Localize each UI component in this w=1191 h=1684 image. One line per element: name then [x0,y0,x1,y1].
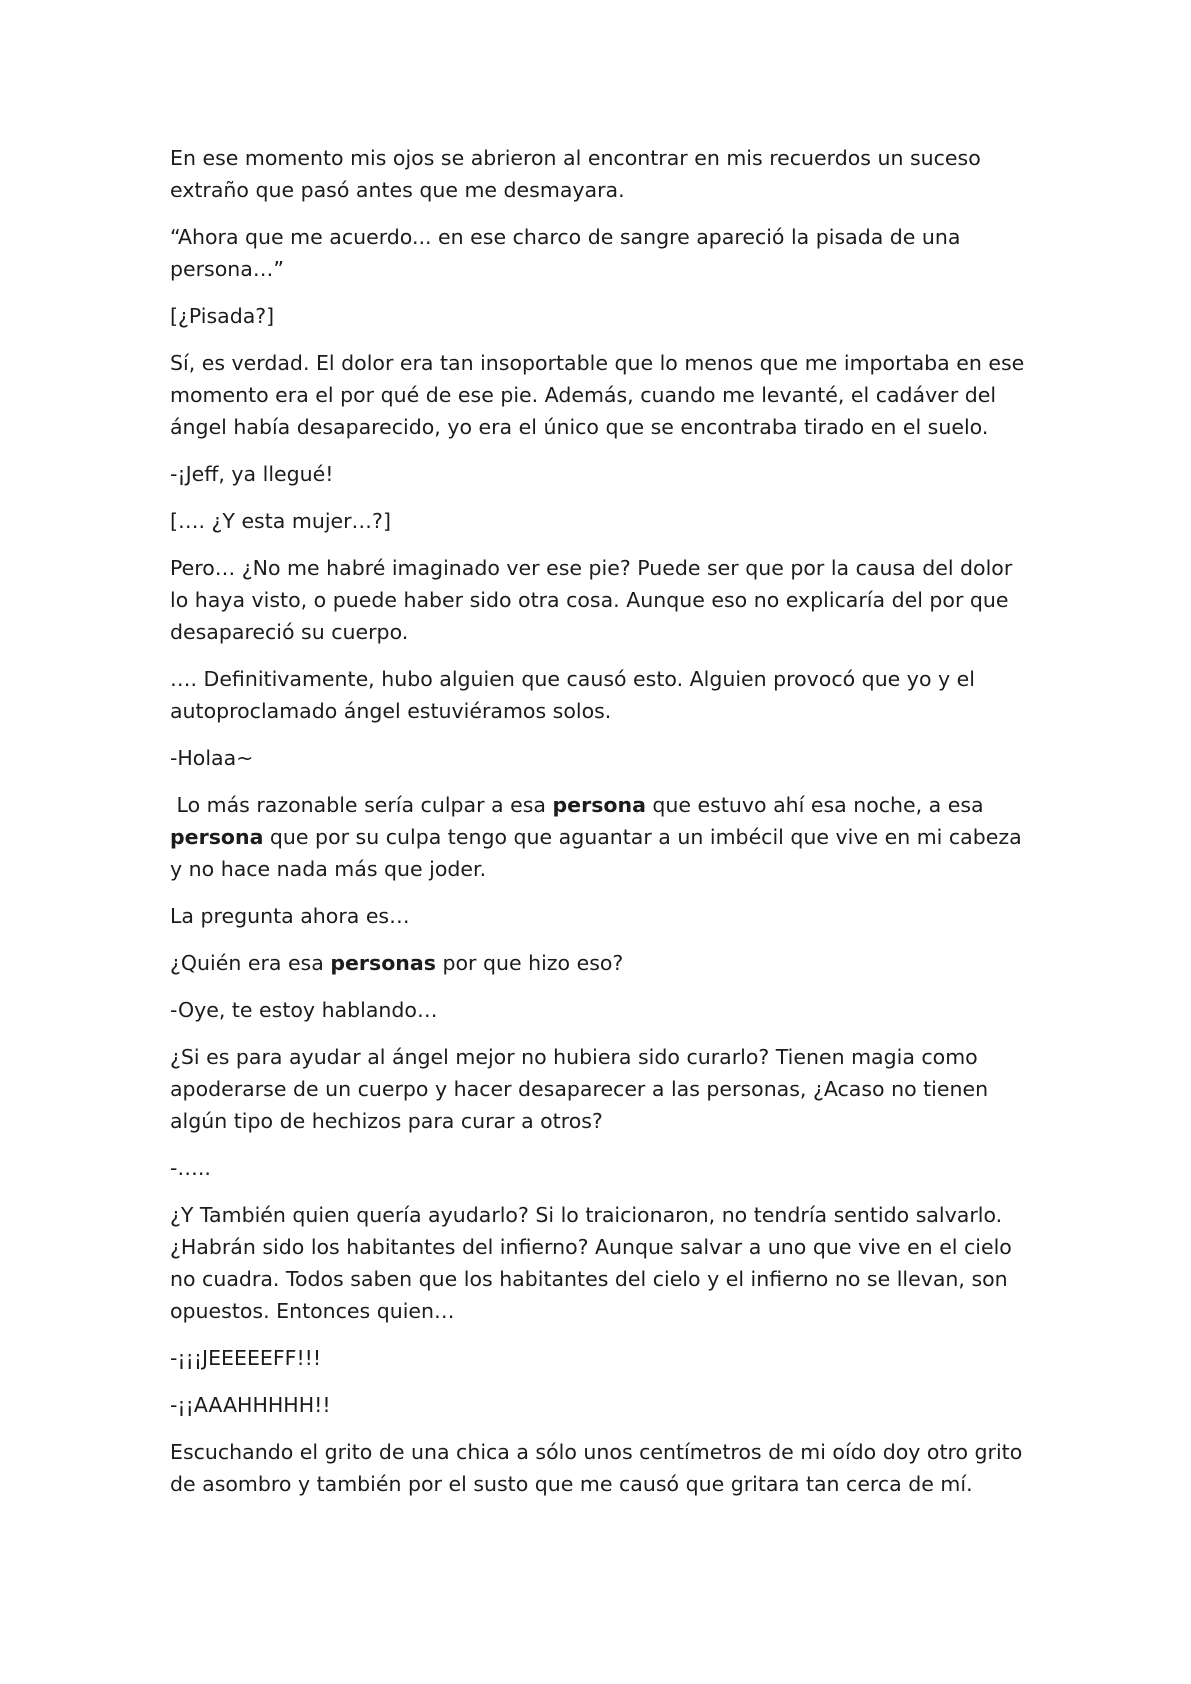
text-run: por que hizo eso? [435,951,624,975]
paragraph: Sí, es verdad. El dolor era tan insoportable que lo menos que me importaba en ese momento era el por qué de ese pie. Además, cuando me levanté, el cadáver del ángel había desaparecido, yo era el único que se encontraba tirado en el suelo. [170,351,1031,439]
paragraph: […. ¿Y esta mujer…?] [170,509,391,533]
text-run: que por su culpa tengo que aguantar a un imbécil que vive en mi cabeza y no hace nada más que joder. [170,825,1029,881]
paragraph: Escuchando el grito de una chica a sólo unos centímetros de mi oído doy otro grito de asombro y también por el susto que me causó que gritara tan cerca de mí. [170,1440,1029,1496]
paragraph: -Oye, te estoy hablando… [170,998,438,1022]
text-run: que estuvo ahí esa noche, a esa [645,793,991,817]
paragraph [170,789,1030,885]
paragraph: ¿Si es para ayudar al ángel mejor no hubiera sido curarlo? Tienen magia como apoderarse de un cuerpo y hacer desaparecer a las personas, ¿Acaso no tienen algún tipo de hechizos para curar a otros? [170,1045,995,1133]
paragraph: La pregunta ahora es… [170,904,410,928]
paragraph: En ese momento mis ojos se abrieron al encontrar en mis recuerdos un suceso extraño que pasó antes que me desmayara. [170,146,988,202]
paragraph [170,947,1030,979]
bold-text-run: persona [170,825,264,849]
document-body [170,142,1030,1515]
paragraph: -….. [170,1156,211,1180]
text-run: Lo más razonable sería culpar a esa [170,793,553,817]
paragraph: -¡¡¡JEEEEEFF!!! [170,1346,322,1370]
paragraph: “Ahora que me acuerdo... en ese charco de sangre apareció la pisada de una persona…” [170,225,968,281]
paragraph: Pero… ¿No me habré imaginado ver ese pie? Puede ser que por la causa del dolor lo haya visto, o puede haber sido otra cosa. Aunque eso no explicaría del por que desapareció su cuerpo. [170,556,1019,644]
text-run: ¿Quién era esa [170,951,331,975]
paragraph: -¡¡AAAHHHHH!! [170,1393,331,1417]
paragraph: -¡Jeff, ya llegué! [170,462,334,486]
bold-text-run: persona [552,793,646,817]
paragraph: [¿Pisada?] [170,304,275,328]
paragraph: -Holaa~ [170,746,254,770]
bold-text-run: personas [330,951,436,975]
paragraph: …. Definitivamente, hubo alguien que causó esto. Alguien provocó que yo y el autoproclamado ángel estuviéramos solos. [170,667,982,723]
paragraph: ¿Y También quien quería ayudarlo? Si lo traicionaron, no tendría sentido salvarlo. ¿Habrán sido los habitantes del infierno? Aunque salvar a uno que vive en el cielo no cuadra. Todos saben que los habitantes del cielo y el infierno no se llevan, son opuestos. Entonces quien… [170,1203,1019,1323]
